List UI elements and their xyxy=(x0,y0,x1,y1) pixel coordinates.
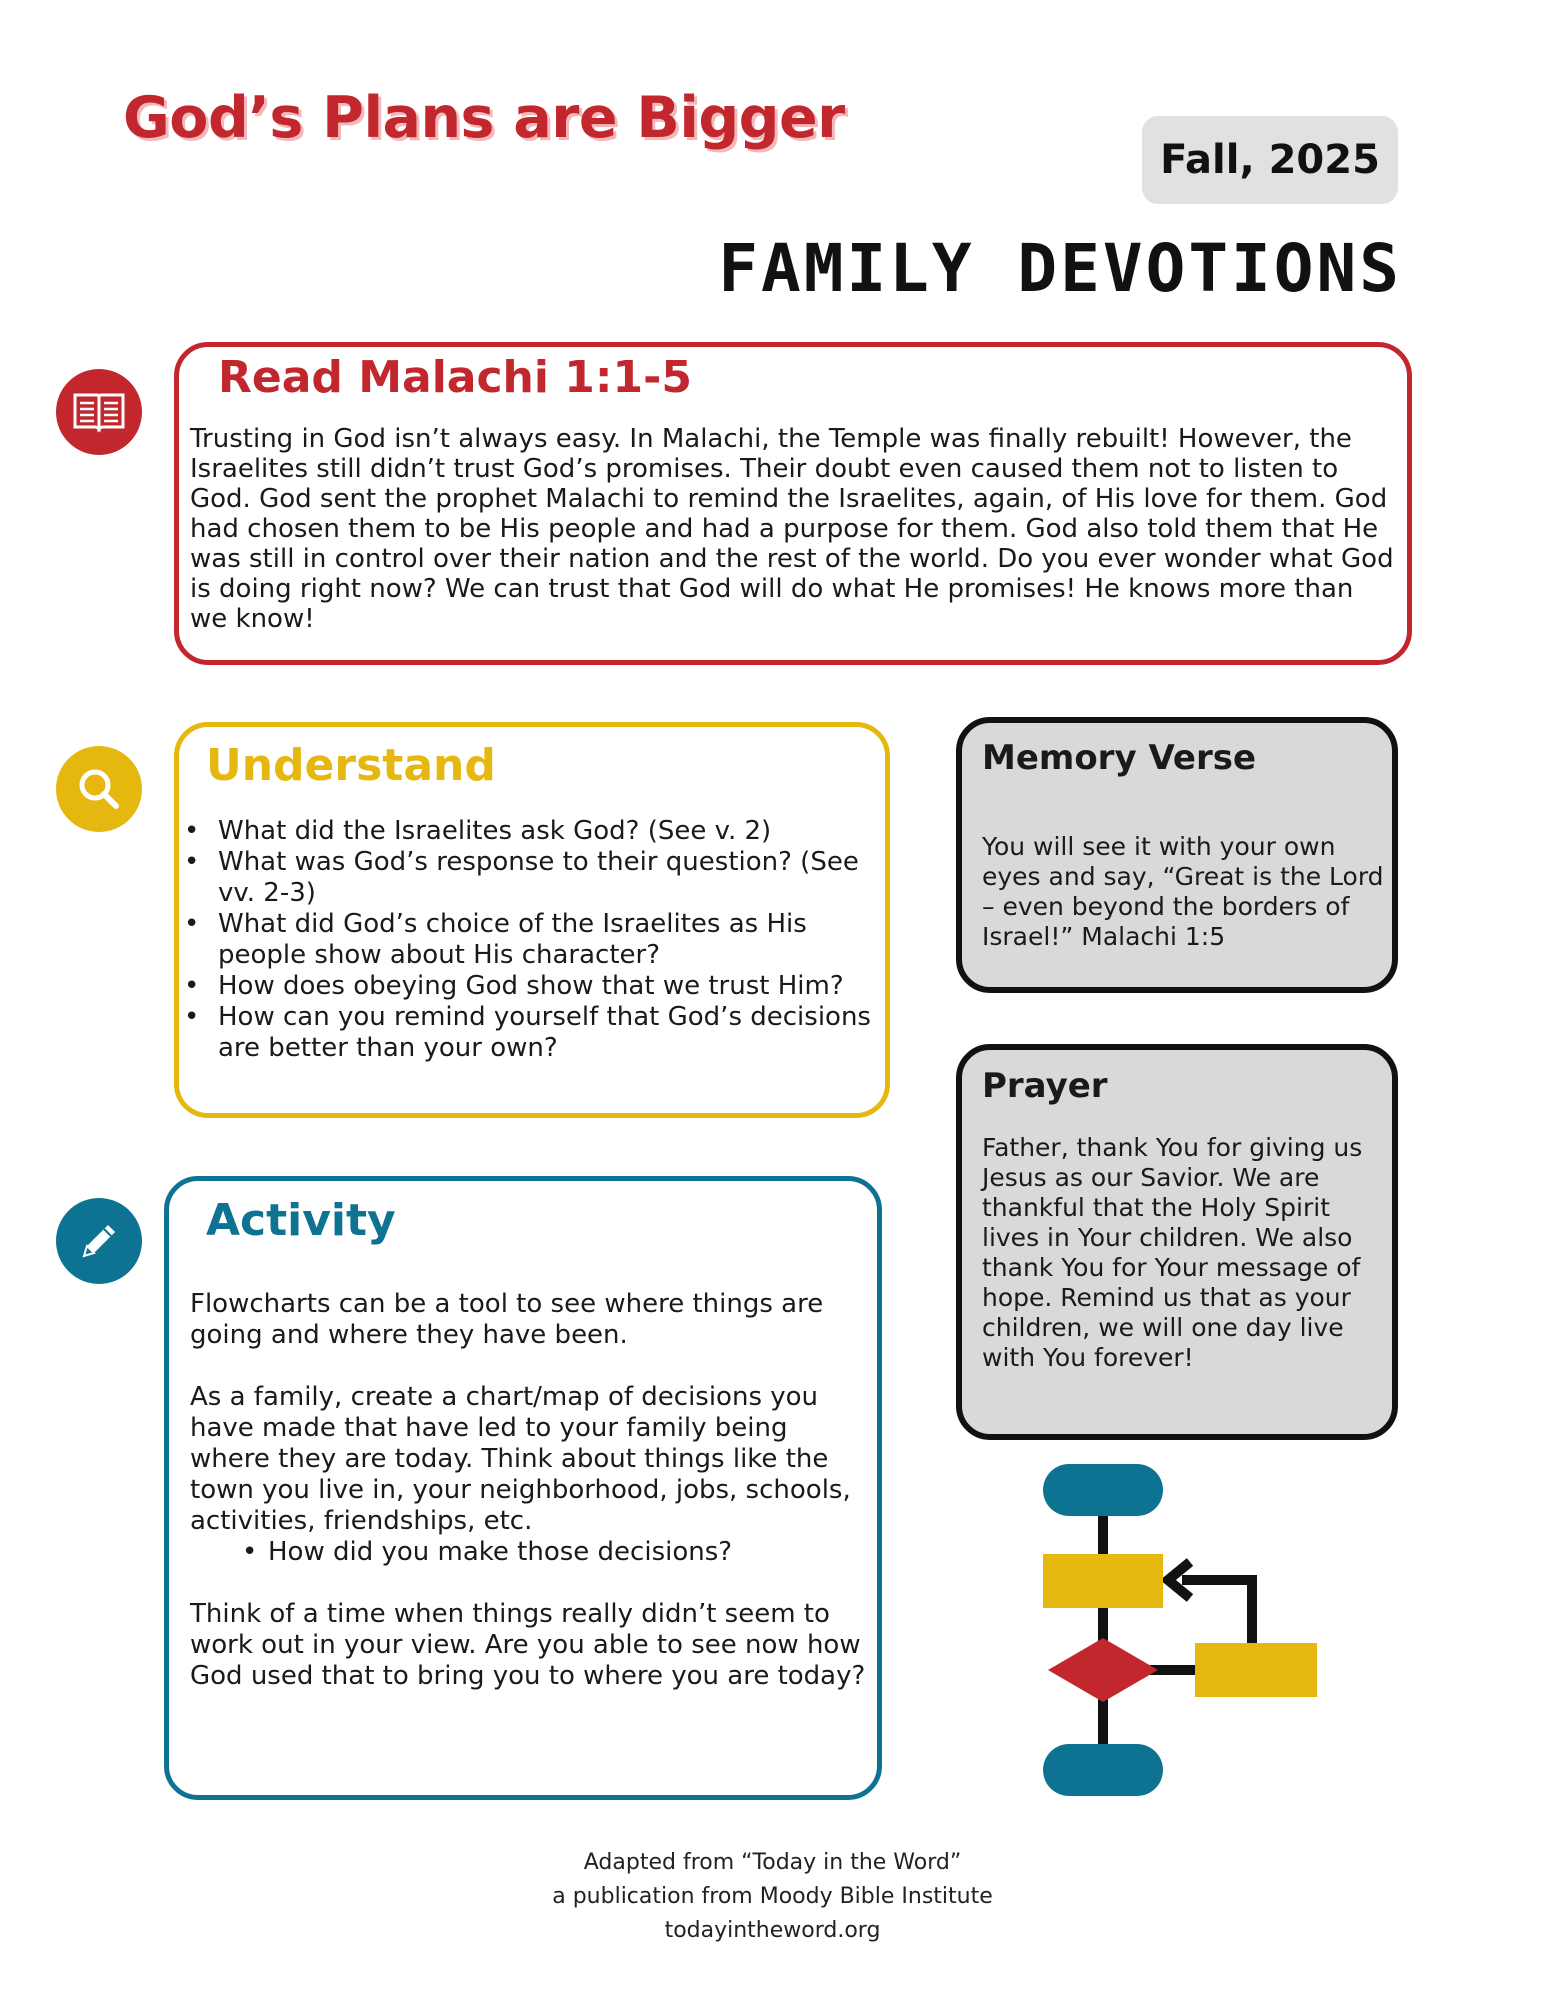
activity-paragraph: As a family, create a chart/map of decisions you have made that have led to your family being where they are today. Think about things like the town you live in, your neighborhood, jobs, schools, activities, friendships, etc. xyxy=(190,1382,851,1536)
footer-line: Adapted from “Today in the Word” xyxy=(583,1850,962,1875)
book-icon xyxy=(56,369,142,455)
list-item: • What was God’s response to their question? (See vv. 2-3) xyxy=(182,847,882,909)
list-item: • What did God’s choice of the Israelites as His people show about His character? xyxy=(182,909,882,971)
understand-heading: Understand xyxy=(206,740,496,791)
activity-text xyxy=(190,1289,870,1692)
prayer-heading: Prayer xyxy=(982,1066,1108,1106)
activity-paragraph: Think of a time when things really didn’t seem to work out in your view. Are you able to see now how God used that to bring you to where you are today? xyxy=(190,1599,866,1691)
understand-questions xyxy=(182,816,882,1064)
season-badge: Fall, 2025 xyxy=(1142,116,1398,204)
read-heading: Read Malachi 1:1-5 xyxy=(218,352,692,403)
list-item: • How does obeying God show that we trust Him? xyxy=(182,971,882,1002)
read-text: Trusting in God isn’t always easy. In Malachi, the Temple was finally rebuilt! However, the Israelites still didn’t trust God’s promises. Their doubt even caused them not to listen to God. God sent the prophet Malachi to remind the Israelites, again, of His love for them. God had chosen them to be His people and had a purpose for them. God also told them that He was still in control over their nation and the rest of the world. Do you ever wonder what God is doing right now? We can trust that God will do what He promises! He knows more than we know! xyxy=(190,424,1394,634)
page-title: God’s Plans are Bigger xyxy=(123,85,845,151)
prayer-text: Father, thank You for giving us Jesus as our Savior. We are thankful that the Holy Spirit lives in Your children. We also thank You for Your message of hope. Remind us that as your children, we will one day live with You forever! xyxy=(982,1133,1363,1372)
activity-paragraph: Flowcharts can be a tool to see where things are going and where they have been. xyxy=(190,1289,824,1350)
memory-verse-text: You will see it with your own eyes and say, “Great is the Lord – even beyond the borders of Israel!” Malachi 1:5 xyxy=(982,832,1384,951)
footer-link[interactable]: todayintheword.org xyxy=(664,1918,881,1943)
list-item: • How did you make those decisions? xyxy=(242,1537,870,1568)
memory-verse-heading: Memory Verse xyxy=(982,738,1257,778)
devotions-heading: FAMILY DEVOTIONS xyxy=(718,230,1402,307)
list-item: • What did the Israelites ask God? (See v. 2) xyxy=(182,816,882,847)
magnifier-icon xyxy=(56,746,142,832)
footer-credit xyxy=(0,1846,1545,1948)
activity-heading: Activity xyxy=(206,1195,396,1246)
pencil-icon xyxy=(56,1198,142,1284)
flowchart-illustration xyxy=(1040,1462,1330,1798)
footer-line: a publication from Moody Bible Institute xyxy=(552,1884,993,1909)
list-item: • How can you remind yourself that God’s decisions are better than your own? xyxy=(182,1002,882,1064)
